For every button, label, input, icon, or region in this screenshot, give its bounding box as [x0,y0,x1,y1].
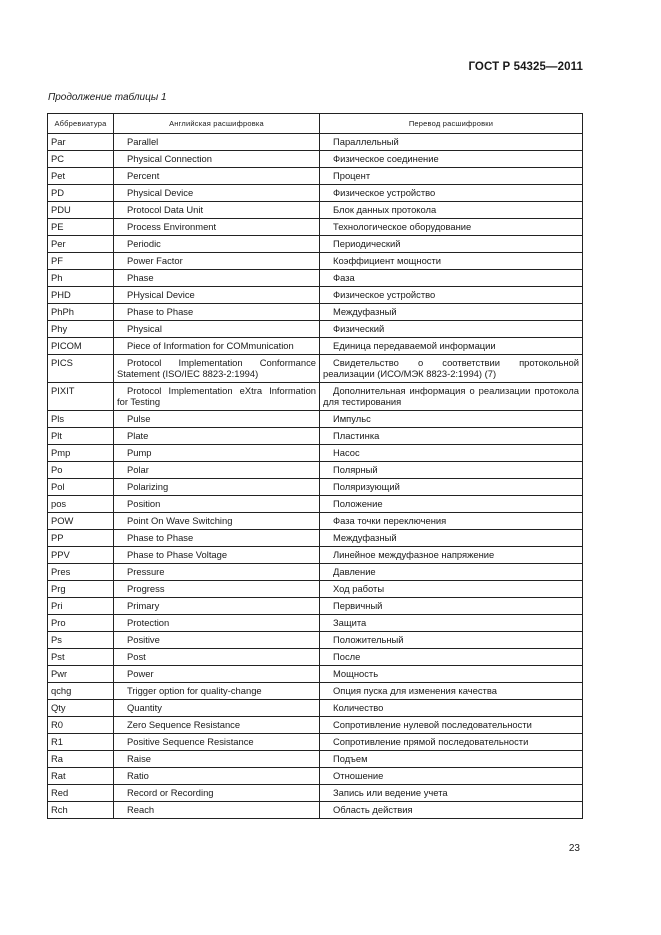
english-cell-text: Plate [127,430,149,441]
translation-cell-text: Ход работы [333,583,385,594]
translation-cell [320,462,583,479]
table-row [48,168,583,185]
english-cell-text: Quantity [127,702,162,713]
abbreviation-cell-text: PHD [51,289,71,300]
abbreviation-cell-text: Per [51,238,66,249]
english-cell-text: Positive Sequence Resistance [127,736,254,747]
abbreviation-cell-text: PIXIT [51,385,75,396]
english-cell [114,615,320,632]
table-row [48,547,583,564]
english-cell-text: Phase to Phase Voltage [127,549,228,560]
translation-cell-text: Первичный [333,600,383,611]
english-cell-text: Protocol Implementation eXtra Information for Testing [117,385,316,407]
english-cell-text: Positive [127,634,160,645]
english-cell-text: Ratio [127,770,149,781]
translation-cell [320,428,583,445]
abbreviation-cell [48,581,114,598]
abbreviation-cell-text: R0 [51,719,63,730]
abbreviation-cell [48,683,114,700]
abbreviation-cell-text: PE [51,221,64,232]
abbreviation-cell-text: PF [51,255,63,266]
translation-cell [320,632,583,649]
translation-cell [320,202,583,219]
translation-cell [320,530,583,547]
column-header-translation: Перевод расшифровки [320,114,583,134]
translation-cell-text: Импульс [333,413,371,424]
abbreviation-cell-text: Qty [51,702,66,713]
table-row [48,428,583,445]
english-cell [114,168,320,185]
abbreviation-cell-text: Pst [51,651,65,662]
table-row [48,496,583,513]
abbreviation-cell-text: qchg [51,685,72,696]
english-cell-text: Power [127,668,154,679]
abbreviation-cell [48,219,114,236]
english-cell [114,236,320,253]
english-cell [114,513,320,530]
abbreviation-cell [48,202,114,219]
translation-cell [320,683,583,700]
english-cell-text: Percent [127,170,160,181]
translation-cell [320,564,583,581]
abbreviation-cell-text: Pro [51,617,66,628]
english-cell-text: Trigger option for quality-change [127,685,262,696]
english-cell-text: Raise [127,753,151,764]
table-row [48,564,583,581]
translation-cell [320,168,583,185]
abbreviation-cell-text: Pls [51,413,65,424]
translation-cell [320,785,583,802]
english-cell-text: Polar [127,464,149,475]
english-cell [114,530,320,547]
translation-cell [320,513,583,530]
translation-cell-text: Сопротивление прямой последовательности [333,736,529,747]
translation-cell-text: Защита [333,617,367,628]
english-cell [114,683,320,700]
english-cell-text: Primary [127,600,160,611]
table-row [48,513,583,530]
translation-cell-text: Пластинка [333,430,380,441]
english-cell [114,785,320,802]
english-cell-text: Polarizing [127,481,169,492]
translation-cell-text: Запись или ведение учета [333,787,448,798]
abbreviation-cell [48,338,114,355]
translation-cell [320,383,583,411]
english-cell-text: Post [127,651,146,662]
table-row [48,202,583,219]
abbreviation-cell-text: Phy [51,323,68,334]
abbreviation-cell [48,134,114,151]
translation-cell-text: Линейное междуфазное напряжение [333,549,495,560]
abbreviation-cell-text: Pres [51,566,71,577]
translation-cell-text: После [333,651,361,662]
english-cell [114,151,320,168]
abbreviation-cell-text: Ps [51,634,62,645]
english-cell [114,734,320,751]
abbreviation-cell [48,287,114,304]
english-cell-text: Point On Wave Switching [127,515,233,526]
table-row [48,445,583,462]
english-cell [114,287,320,304]
translation-cell [320,581,583,598]
column-header-english: Английская расшифровка [114,114,320,134]
abbreviation-cell [48,445,114,462]
english-cell-text: Zero Sequence Resistance [127,719,241,730]
english-cell [114,338,320,355]
abbreviation-cell [48,768,114,785]
translation-cell [320,355,583,383]
english-cell-text: Progress [127,583,165,594]
translation-cell [320,768,583,785]
translation-cell-text: Насос [333,447,360,458]
abbreviation-cell-text: Red [51,787,69,798]
table-row [48,151,583,168]
english-cell-text: Protection [127,617,170,628]
abbreviation-cell-text: Par [51,136,66,147]
english-cell [114,383,320,411]
abbreviation-cell [48,270,114,287]
translation-cell [320,287,583,304]
english-cell-text: Position [127,498,161,509]
table-row [48,530,583,547]
translation-cell-text: Мощность [333,668,379,679]
translation-cell [320,338,583,355]
abbreviation-cell-text: PD [51,187,65,198]
translation-cell [320,666,583,683]
abbreviation-cell [48,355,114,383]
page-number: 23 [568,843,580,854]
english-cell [114,581,320,598]
abbreviation-cell-text: Po [51,464,63,475]
english-cell-text: Phase to Phase [127,306,194,317]
english-cell-text: Physical [127,323,162,334]
translation-cell-text: Междуфазный [333,306,397,317]
english-cell-text: Phase [127,272,154,283]
abbreviation-cell [48,185,114,202]
table-row [48,462,583,479]
translation-cell-text: Опция пуска для изменения качества [333,685,497,696]
english-cell [114,700,320,717]
abbreviation-cell [48,496,114,513]
translation-cell [320,496,583,513]
translation-cell-text: Положение [333,498,383,509]
translation-cell [320,717,583,734]
abbreviation-cell [48,598,114,615]
translation-cell-text: Физическое устройство [333,187,436,198]
abbreviation-cell-text: R1 [51,736,63,747]
abbreviation-cell-text: Pet [51,170,66,181]
abbreviation-cell [48,411,114,428]
english-cell [114,632,320,649]
table-row [48,134,583,151]
abbreviation-cell [48,530,114,547]
english-cell [114,496,320,513]
english-cell-text: Piece of Information for COMmunication [127,340,294,351]
english-cell [114,768,320,785]
table-row [48,355,583,383]
table-row [48,785,583,802]
table-row [48,411,583,428]
translation-cell [320,734,583,751]
abbreviation-cell [48,717,114,734]
abbreviation-cell [48,383,114,411]
table-row [48,700,583,717]
translation-cell-text: Физический [333,323,385,334]
translation-cell-text: Единица передаваемой информации [333,340,496,351]
abbreviation-cell [48,615,114,632]
translation-cell [320,751,583,768]
table-row [48,383,583,411]
abbreviation-cell-text: POW [51,515,74,526]
english-cell [114,445,320,462]
translation-cell-text: Давление [333,566,376,577]
translation-cell [320,649,583,666]
table-row [48,270,583,287]
translation-cell [320,598,583,615]
english-cell [114,802,320,819]
abbreviation-cell [48,734,114,751]
english-cell-text: Periodic [127,238,161,249]
column-header-abbreviation: Аббревиатура [48,114,114,134]
table-row [48,666,583,683]
english-cell-text: Protocol Data Unit [127,204,204,215]
table-row [48,632,583,649]
translation-cell [320,185,583,202]
translation-cell-text: Процент [333,170,371,181]
translation-cell-text: Физическое соединение [333,153,439,164]
abbreviation-cell [48,802,114,819]
translation-cell [320,253,583,270]
document-code: ГОСТ Р 54325—2011 [468,61,583,73]
table-row [48,185,583,202]
english-cell-text: Physical Connection [127,153,212,164]
english-cell [114,462,320,479]
translation-cell [320,321,583,338]
abbreviation-cell-text: Pol [51,481,65,492]
translation-cell-text: Междуфазный [333,532,397,543]
abbreviation-cell-text: Pri [51,600,63,611]
table-row [48,598,583,615]
abbreviation-cell-text: Rat [51,770,66,781]
translation-cell-text: Количество [333,702,384,713]
translation-cell [320,304,583,321]
table-row [48,751,583,768]
abbreviation-cell [48,666,114,683]
abbreviation-cell [48,479,114,496]
abbreviation-cell-text: Pmp [51,447,71,458]
english-cell-text: Record or Recording [127,787,214,798]
abbreviation-table [47,113,583,819]
english-cell-text: Physical Device [127,187,194,198]
table-row [48,236,583,253]
table-body [48,134,583,819]
abbreviation-cell [48,513,114,530]
translation-cell [320,445,583,462]
english-cell [114,304,320,321]
translation-cell-text: Фаза точки переключения [333,515,447,526]
abbreviation-cell-text: PICOM [51,340,82,351]
english-cell [114,564,320,581]
abbreviation-cell-text: PP [51,532,64,543]
translation-cell-text: Фаза [333,272,355,283]
abbreviation-cell [48,168,114,185]
abbreviation-cell-text: Rch [51,804,68,815]
english-cell [114,253,320,270]
abbreviation-cell [48,462,114,479]
abbreviation-cell-text: Plt [51,430,62,441]
abbreviation-cell [48,751,114,768]
english-cell [114,202,320,219]
table-header-row [48,114,583,134]
english-cell [114,134,320,151]
english-cell-text: Parallel [127,136,159,147]
translation-cell-text: Подъем [333,753,368,764]
english-cell [114,219,320,236]
translation-cell [320,270,583,287]
abbreviation-cell [48,547,114,564]
translation-cell [320,615,583,632]
translation-cell-text: Коэффициент мощности [333,255,442,266]
table-row [48,683,583,700]
abbreviation-cell-text: PDU [51,204,71,215]
table-row [48,802,583,819]
table-row [48,717,583,734]
table-row [48,649,583,666]
abbreviation-cell-text: PICS [51,357,73,368]
table-row [48,479,583,496]
english-cell [114,321,320,338]
table-row [48,253,583,270]
english-cell-text: Pressure [127,566,165,577]
translation-cell-text: Дополнительная информация о реализации протокола для тестирования [323,385,579,407]
abbreviation-cell-text: Ph [51,272,63,283]
english-cell [114,411,320,428]
abbreviation-cell [48,321,114,338]
abbreviation-cell-text: Pwr [51,668,68,679]
abbreviation-cell-text: PC [51,153,65,164]
english-cell-text: PHysical Device [127,289,195,300]
translation-cell-text: Параллельный [333,136,399,147]
abbreviation-cell [48,236,114,253]
translation-cell [320,479,583,496]
abbreviation-cell-text: PPV [51,549,70,560]
table-row [48,338,583,355]
translation-cell-text: Область действия [333,804,413,815]
translation-cell [320,134,583,151]
abbreviation-cell [48,151,114,168]
english-cell-text: Power Factor [127,255,183,266]
table-row [48,304,583,321]
abbreviation-cell [48,700,114,717]
english-cell [114,547,320,564]
table-row [48,734,583,751]
abbreviation-cell-text: PhPh [51,306,74,317]
table-row [48,615,583,632]
english-cell [114,270,320,287]
abbreviation-cell [48,649,114,666]
translation-cell [320,802,583,819]
english-cell-text: Phase to Phase [127,532,194,543]
abbreviation-cell [48,253,114,270]
abbreviation-cell [48,564,114,581]
abbreviation-cell [48,785,114,802]
table-row [48,321,583,338]
english-cell [114,666,320,683]
translation-cell [320,219,583,236]
english-cell [114,598,320,615]
translation-cell-text: Отношение [333,770,384,781]
english-cell [114,185,320,202]
english-cell-text: Pulse [127,413,151,424]
translation-cell-text: Физическое устройство [333,289,436,300]
translation-cell-text: Блок данных протокола [333,204,437,215]
english-cell [114,355,320,383]
table-row [48,581,583,598]
translation-cell-text: Периодический [333,238,401,249]
translation-cell-text: Полярный [333,464,378,475]
translation-cell [320,700,583,717]
english-cell [114,649,320,666]
translation-cell [320,151,583,168]
english-cell-text: Pump [127,447,152,458]
table-row [48,219,583,236]
translation-cell [320,236,583,253]
english-cell [114,717,320,734]
abbreviation-cell [48,632,114,649]
translation-cell [320,547,583,564]
table-caption: Продолжение таблицы 1 [48,92,167,103]
abbreviation-cell-text: Ra [51,753,63,764]
translation-cell-text: Положительный [333,634,404,645]
translation-cell-text: Технологическое оборудование [333,221,472,232]
abbreviation-cell-text: pos [51,498,67,509]
english-cell [114,479,320,496]
english-cell-text: Reach [127,804,155,815]
translation-cell-text: Свидетельство о соответствии протокольной реализации (ИСО/МЭК 8823-2:1994) (7) [323,357,579,379]
translation-cell-text: Сопротивление нулевой последовательности [333,719,532,730]
english-cell-text: Protocol Implementation Conformance Statement (ISO/IEC 8823-2:1994) [117,357,316,379]
abbreviation-cell-text: Prg [51,583,66,594]
english-cell [114,751,320,768]
abbreviation-cell [48,304,114,321]
translation-cell [320,411,583,428]
english-cell [114,428,320,445]
english-cell-text: Process Environment [127,221,217,232]
abbreviation-cell [48,428,114,445]
table-row [48,287,583,304]
table-row [48,768,583,785]
translation-cell-text: Поляризующий [333,481,400,492]
